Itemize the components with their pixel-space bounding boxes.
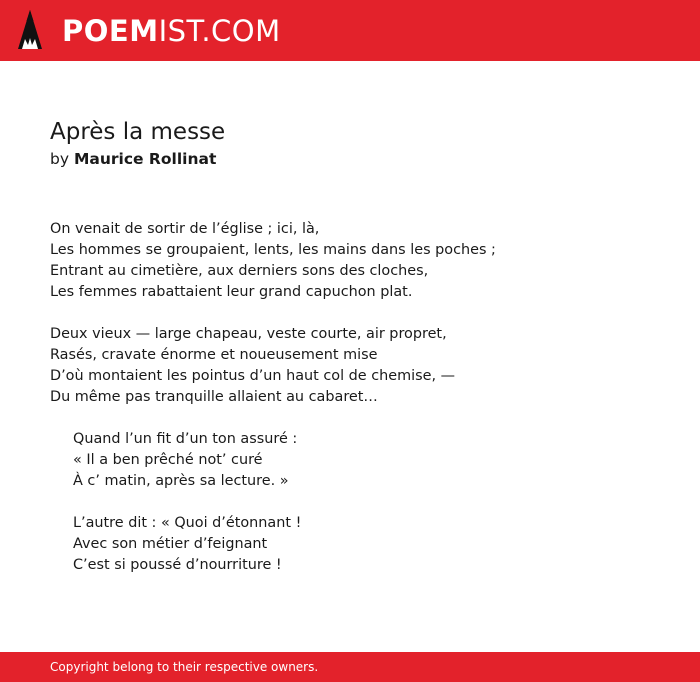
poem-line: Rasés, cravate énorme et noueusement mise bbox=[50, 347, 378, 363]
stanza bbox=[50, 219, 670, 303]
poem-line: Quand l’un fit d’un ton assuré : bbox=[73, 431, 298, 447]
site-logo[interactable] bbox=[62, 13, 281, 49]
poem-line: Les femmes rabattaient leur grand capuchon plat. bbox=[50, 284, 413, 300]
poem-body bbox=[50, 219, 670, 597]
brand-bold: POEM bbox=[62, 14, 159, 48]
stanza bbox=[50, 324, 670, 408]
poem-line: « Il a ben prêché not’ curé bbox=[73, 452, 263, 468]
pencil-icon[interactable] bbox=[17, 9, 43, 51]
poem-line: Les hommes se groupaient, lents, les mains dans les poches ; bbox=[50, 242, 496, 258]
site-header bbox=[0, 0, 700, 61]
poem-line: Deux vieux — large chapeau, veste courte, air propret, bbox=[50, 326, 447, 342]
poem-line: Avec son métier d’feignant bbox=[73, 536, 268, 552]
poem-line: Entrant au cimetière, aux derniers sons des cloches, bbox=[50, 263, 429, 279]
poem-line: L’autre dit : « Quoi d’étonnant ! bbox=[73, 515, 302, 531]
brand-light: IST.COM bbox=[158, 14, 281, 48]
poem-line: À c’ matin, après sa lecture. » bbox=[73, 473, 289, 489]
poem-line: D’où montaient les pointus d’un haut col de chemise, — bbox=[50, 368, 456, 384]
author-name[interactable]: Maurice Rollinat bbox=[73, 150, 217, 168]
poem-line: On venait de sortir de l’église ; ici, là, bbox=[50, 221, 320, 237]
stanza bbox=[50, 429, 670, 492]
copyright-notice: Copyright belong to their respective owners. bbox=[50, 660, 319, 674]
poem-line: C’est si poussé d’nourriture ! bbox=[73, 557, 282, 573]
site-footer bbox=[0, 652, 700, 682]
by-label: by bbox=[50, 150, 70, 168]
poem-title: Après la messe bbox=[50, 119, 226, 145]
stanza bbox=[50, 513, 670, 576]
byline bbox=[50, 148, 216, 170]
poem-line: Du même pas tranquille allaient au cabaret… bbox=[50, 389, 378, 405]
